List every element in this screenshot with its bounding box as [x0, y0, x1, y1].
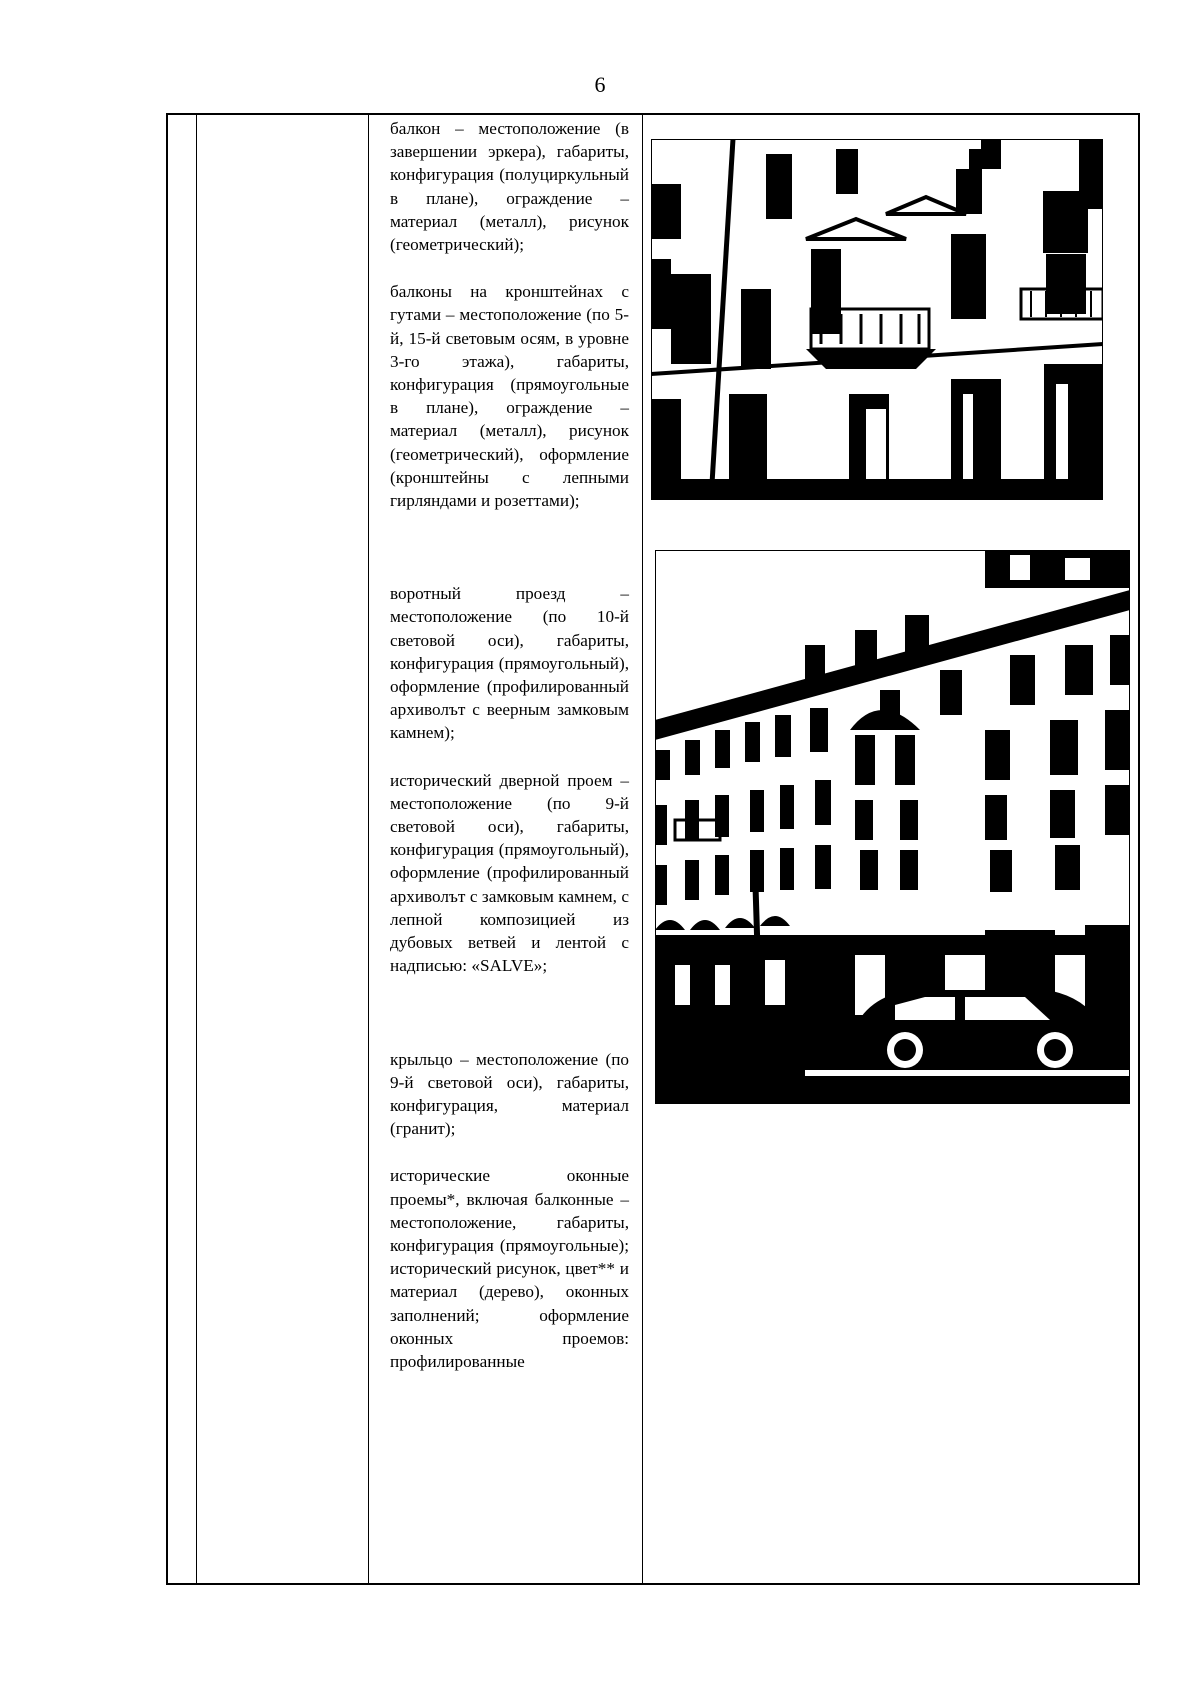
paragraph-porch: крыльцо – местоположение (по 9-й световой оси), габариты, конфигурация, материал (гранит); — [390, 1049, 629, 1139]
building-street-photo — [655, 550, 1130, 1104]
paragraph-balcony-bay: балкон – местоположение (в завершении эркера), габариты, конфигурация (полуциркульный в плане), ограждение – материал (металл), рисунок (геометрический); — [390, 119, 629, 255]
column-divider — [642, 115, 643, 1583]
page-number: 6 — [594, 72, 606, 97]
description-column — [390, 117, 629, 1373]
document-table — [166, 113, 1140, 1585]
paragraph-gate-passage: воротный проезд – местоположение (по 10-й световой оси), габариты, конфигурация (прямоугольный), оформление (профилированный архиволът с веерным замковым камнем); — [390, 584, 629, 743]
facade-balcony-photo — [651, 139, 1103, 500]
paragraph-historic-doorway: исторический дверной проем – местоположение (по 9-й световой оси), габариты, конфигурация (прямоугольный), оформление (профилированный архиволът с замковым камнем, с лепной композицией из дубовых ветвей и лентой с надписью: «SALVE»; — [390, 770, 629, 976]
column-divider — [196, 115, 197, 1583]
paragraph-balconies-brackets: балконы на кронштейнах с гутами – местоположение (по 5-й, 15-й световым осям, в уровне 3-го этажа), габариты, конфигурация (прямоугольные в плане), ограждение – материал (металл), рисунок (геометрический), оформление (кронштейны с лепными гирляндами и розеттами); — [390, 282, 629, 511]
column-divider — [368, 115, 369, 1583]
paragraph-window-openings: исторические оконные проемы*, включая балконные – местоположение, габариты, конфигурация (прямоугольные); исторический рисунок, цвет** и материал (дерево), оконных заполнений; оформление оконных проемов: профилированные — [390, 1166, 629, 1371]
